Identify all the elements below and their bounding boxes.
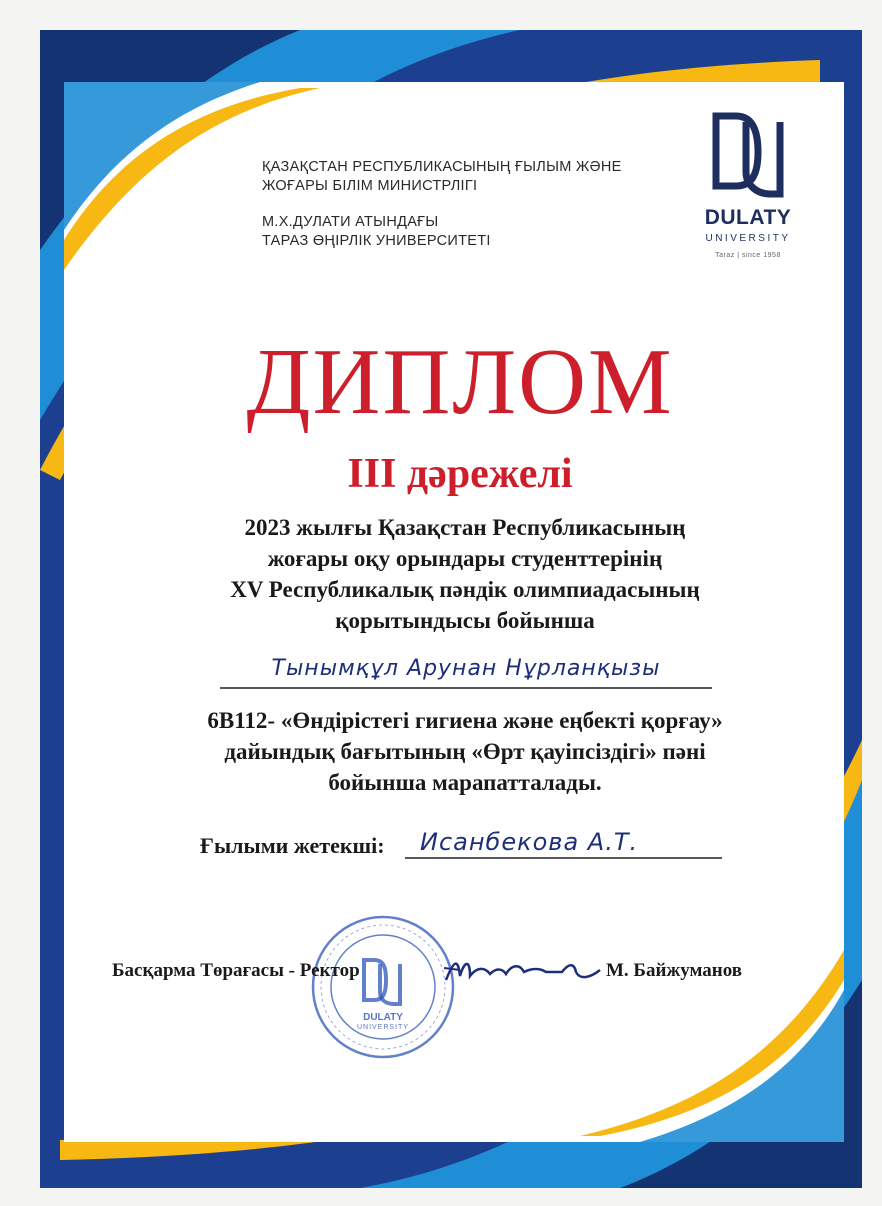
diploma-title: ДИПЛОМ	[246, 330, 674, 434]
university-stamp-icon	[308, 912, 458, 1062]
rector-label: Басқарма Төрағасы - Ректор	[112, 960, 360, 981]
stamp-logo-subtitle: UNIVERSITY	[356, 1024, 409, 1031]
reason-line-1: 2023 жылғы Қазақстан Республикасының	[244, 515, 686, 540]
award-line-3: бойынша марапатталады.	[328, 770, 602, 795]
supervisor-label: Ғылыми жетекші:	[200, 833, 385, 858]
award-text	[150, 705, 780, 798]
recipient-name: Тынымқұл Арунан Нұрланқызы	[271, 656, 661, 681]
ministry-line-2: ЖОҒАРЫ БІЛІМ МИНИСТРЛІГІ	[262, 178, 478, 194]
university-line-2: ТАРАЗ ӨҢІРЛІК УНИВЕРСИТЕТІ	[262, 233, 491, 249]
supervisor-name: Исанбекова А.Т.	[420, 828, 639, 856]
diploma-degree: III дәрежелі	[347, 451, 573, 497]
university-line-1: М.Х.ДУЛАТИ АТЫНДАҒЫ	[262, 214, 439, 230]
logo-name: DULATY	[704, 206, 792, 229]
rector-signature-icon	[440, 950, 610, 990]
dulaty-logo-icon	[712, 112, 784, 198]
ministry-name	[262, 158, 622, 196]
stamp-logo-name: DULATY	[363, 1012, 403, 1023]
award-line-2: дайындық бағытының «Өрт қауіпсіздігі» пәні	[224, 739, 706, 764]
reason-line-2: жоғары оқу орындары студенттерінің	[267, 546, 663, 571]
university-name	[262, 213, 491, 251]
reason-line-3: XV Республикалық пәндік олимпиадасының	[230, 577, 700, 602]
ministry-line-1: ҚАЗАҚСТАН РЕСПУБЛИКАСЫНЫҢ ҒЫЛЫМ ЖӘНЕ	[262, 159, 622, 175]
award-reason	[150, 512, 780, 636]
logo-subtitle: UNIVERSITY	[705, 233, 791, 244]
rector-name: М. Байжуманов	[606, 960, 743, 981]
logo-since: Taraz | since 1958	[715, 252, 781, 259]
award-line-1: 6В112- «Өндірістегі гигиена және еңбекті қорғау»	[207, 708, 723, 733]
reason-line-4: қорытындысы бойынша	[335, 608, 595, 633]
